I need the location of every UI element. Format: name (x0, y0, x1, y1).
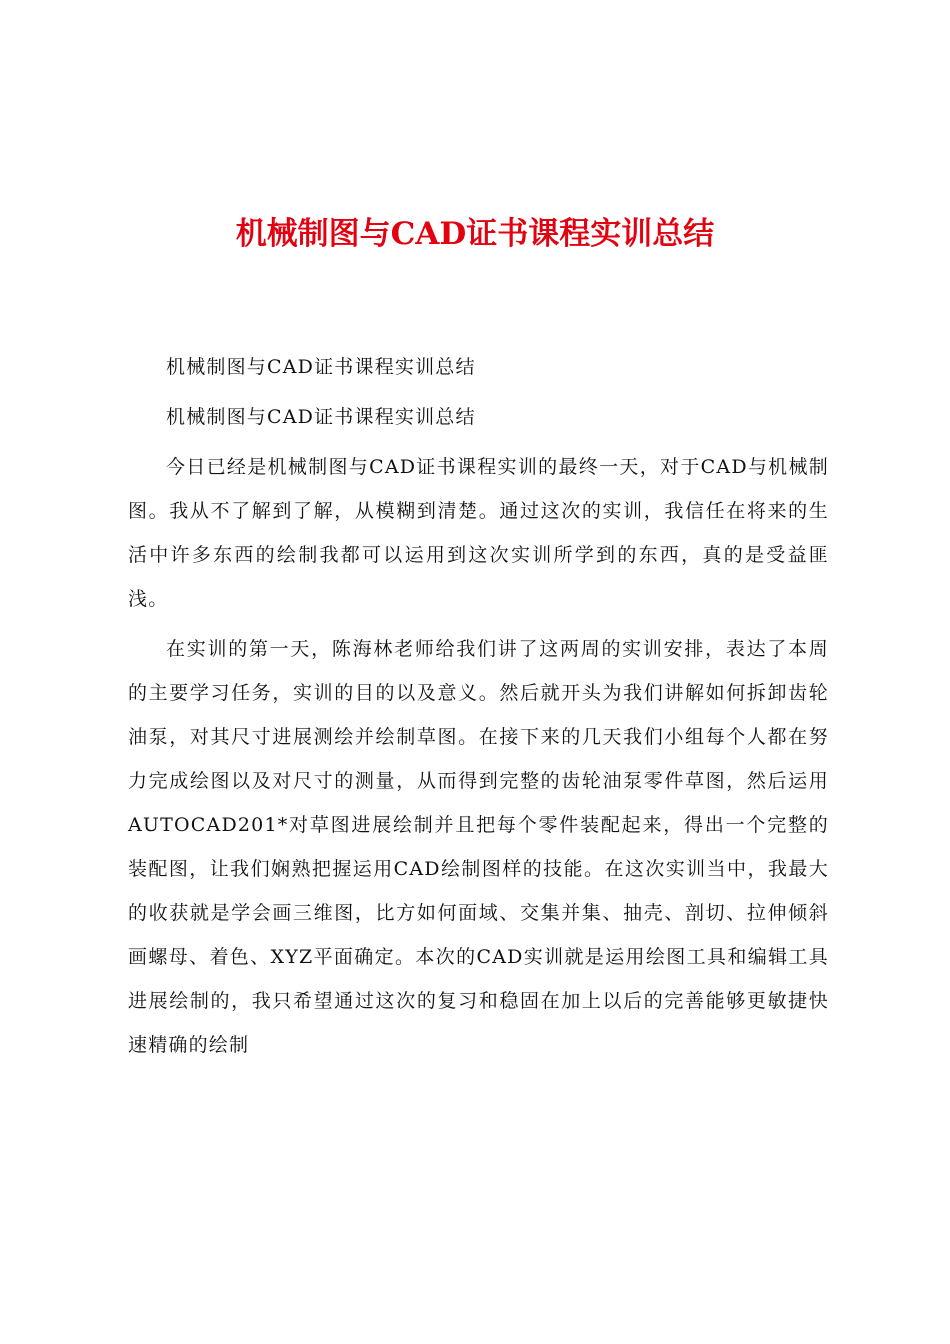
paragraph-intro: 今日已经是机械制图与CAD证书课程实训的最终一天，对于CAD与机械制图。我从不了解到了解，从模糊到清楚。通过这次的实训，我信任在将来的生活中许多东西的绘制我都可以运用到这次实训所学到的东西，真的是受益匪浅。 (128, 456, 829, 610)
paragraph-training: 在实训的第一天，陈海林老师给我们讲了这两周的实训安排，表达了本周的主要学习任务，实训的目的以及意义。然后就开头为我们讲解如何拆卸齿轮油泵，对其尺寸进展测绘并绘制草图。在接下来的几天我们小组每个人都在努力完成绘图以及对尺寸的测量，从而得到完整的齿轮油泵零件草图，然后运用AUTOCAD201*对草图进展绘制并且把每个零件装配起来，得出一个完整的装配图，让我们娴熟把握运用CAD绘制图样的技能。在这次实训当中，我最大的收获就是学会画三维图，比方如何面域、交集并集、抽壳、剖切、拉伸倾斜画螺母、着色、XYZ平面确定。本次的CAD实训就是运用绘图工具和编辑工具进展绘制的，我只希望通过这次的复习和稳固在加上以后的完善能够更敏捷快速精确的绘制 (128, 638, 829, 1056)
subtitle-line-2: 机械制图与CAD证书课程实训总结 (166, 406, 476, 428)
document-title: 机械制图与CAD证书课程实训总结 (235, 216, 715, 252)
subtitle-line-1: 机械制图与CAD证书课程实训总结 (166, 356, 476, 378)
document-body (128, 345, 829, 1073)
